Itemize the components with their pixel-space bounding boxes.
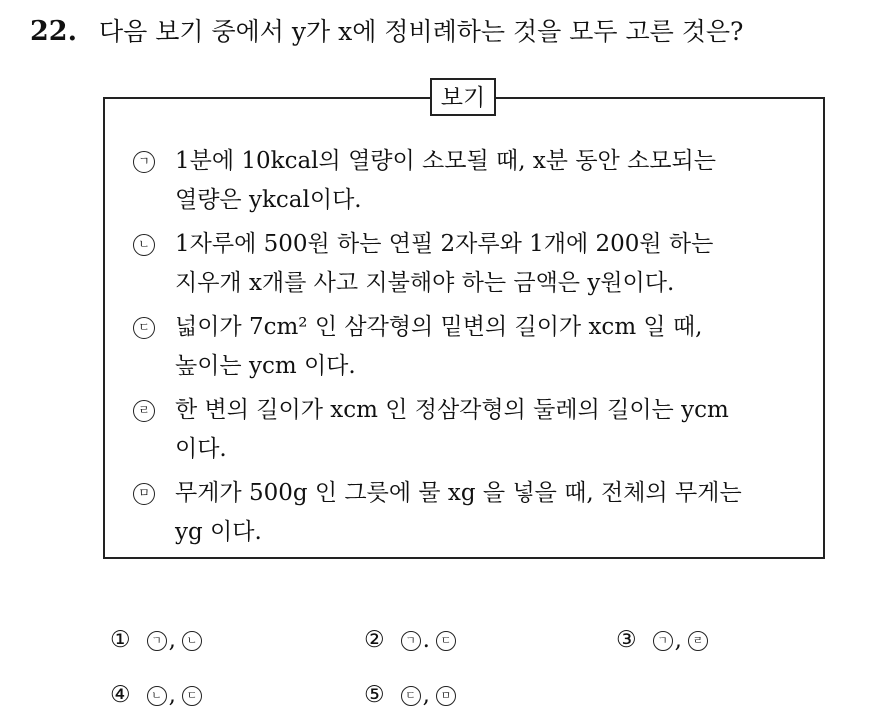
choice-separator: , bbox=[422, 682, 430, 708]
item-text-line: 한 변의 길이가 xcm 인 정삼각형의 둘레의 길이는 ycm bbox=[175, 397, 729, 423]
item-text-line: 1분에 10kcal의 열량이 소모될 때, x분 동안 소모되는 bbox=[175, 148, 716, 174]
example-item-1 bbox=[133, 142, 813, 220]
item-text-line: 높이는 ycm 이다. bbox=[175, 353, 356, 379]
choice-number: ③ bbox=[616, 627, 637, 653]
item-text-line: 지우개 x개를 사고 지불해야 하는 금액은 y원이다. bbox=[175, 270, 675, 296]
item-text-line: 열량은 ykcal이다. bbox=[175, 187, 362, 213]
choice-separator: , bbox=[168, 682, 176, 708]
item-marker: ㄴ bbox=[133, 234, 155, 256]
choice-marker: ㄱ bbox=[147, 631, 167, 651]
choice-2[interactable] bbox=[364, 625, 456, 655]
example-item-5 bbox=[133, 474, 813, 552]
choice-marker: ㅁ bbox=[436, 686, 456, 706]
choice-marker: ㄱ bbox=[401, 631, 421, 651]
choice-marker: ㄴ bbox=[182, 631, 202, 651]
choice-marker: ㄷ bbox=[182, 686, 202, 706]
choice-3[interactable] bbox=[616, 625, 708, 655]
item-text-line: 무게가 500g 인 그릇에 물 xg 을 넣을 때, 전체의 무게는 bbox=[175, 480, 742, 506]
item-text-line: 이다. bbox=[175, 436, 227, 462]
choice-marker: ㄱ bbox=[653, 631, 673, 651]
item-text-line: 넓이가 7cm² 인 삼각형의 밑변의 길이가 xcm 일 때, bbox=[175, 314, 703, 340]
choice-separator: . bbox=[422, 627, 430, 653]
question-number: 22. bbox=[30, 16, 77, 47]
choice-separator: , bbox=[168, 627, 176, 653]
choice-marker: ㄴ bbox=[147, 686, 167, 706]
choice-5[interactable] bbox=[364, 680, 456, 710]
choice-4[interactable] bbox=[110, 680, 202, 710]
choice-marker: ㄷ bbox=[436, 631, 456, 651]
question-stem bbox=[30, 12, 743, 48]
item-text-line: 1자루에 500원 하는 연필 2자루와 1개에 200원 하는 bbox=[175, 231, 714, 257]
item-marker: ㄱ bbox=[133, 151, 155, 173]
choice-number: ④ bbox=[110, 682, 131, 708]
example-item-2 bbox=[133, 225, 813, 303]
choice-marker: ㄹ bbox=[688, 631, 708, 651]
item-marker: ㄹ bbox=[133, 400, 155, 422]
choice-separator: , bbox=[674, 627, 682, 653]
choice-marker: ㄷ bbox=[401, 686, 421, 706]
item-text-line: yg 이다. bbox=[175, 519, 262, 545]
example-box-label: 보기 bbox=[430, 78, 496, 116]
choice-number: ① bbox=[110, 627, 131, 653]
item-marker: ㄷ bbox=[133, 317, 155, 339]
question-text: 다음 보기 중에서 y가 x에 정비례하는 것을 모두 고른 것은? bbox=[98, 17, 744, 46]
example-item-3 bbox=[133, 308, 813, 386]
choice-1[interactable] bbox=[110, 625, 202, 655]
choice-number: ② bbox=[364, 627, 385, 653]
example-item-4 bbox=[133, 391, 813, 469]
item-marker: ㅁ bbox=[133, 483, 155, 505]
choice-number: ⑤ bbox=[364, 682, 385, 708]
